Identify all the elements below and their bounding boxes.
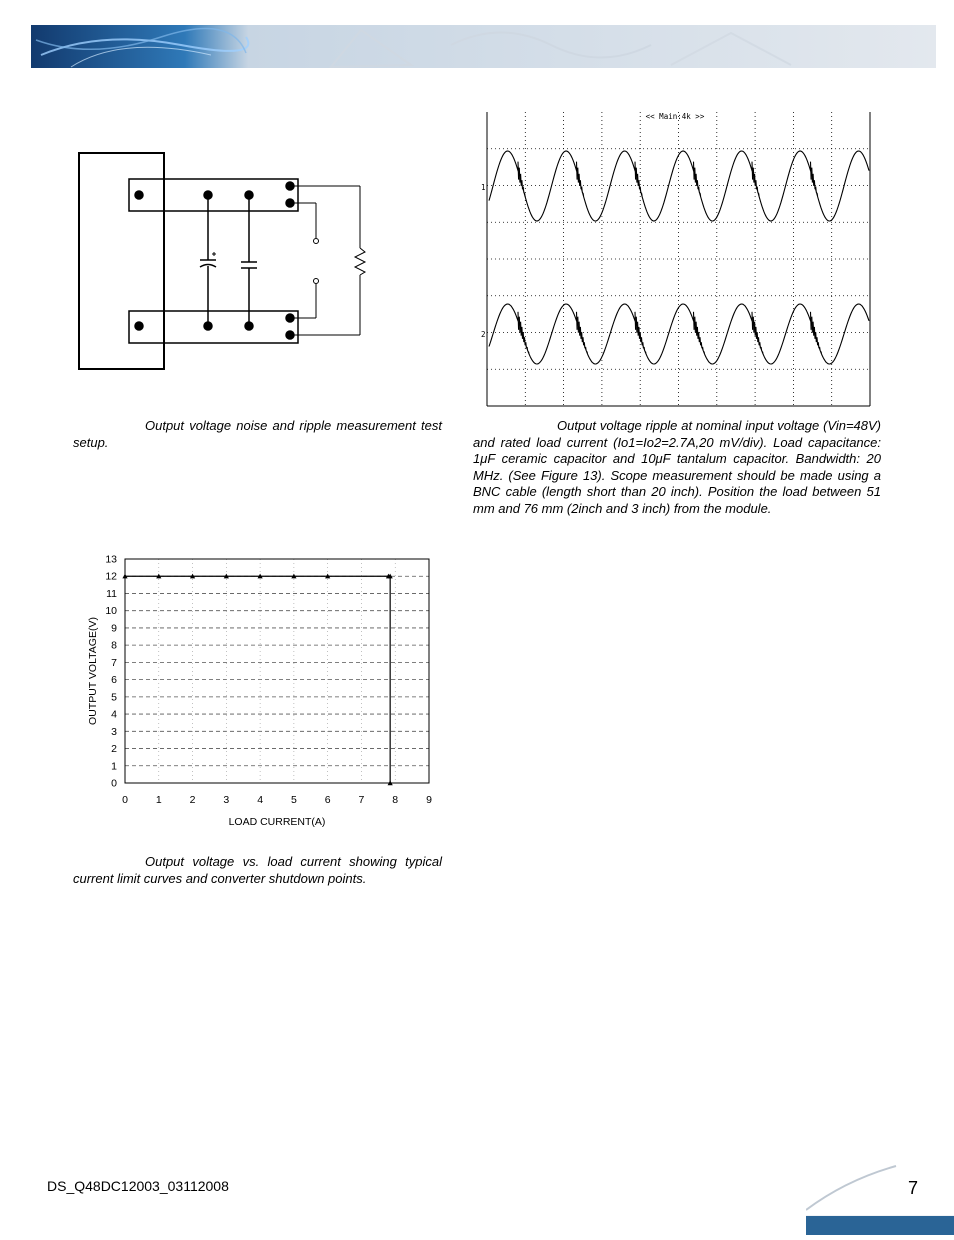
- x-tick-label: 6: [324, 794, 331, 806]
- y-tick-label: 3: [111, 725, 117, 738]
- scope-ch1-marker: 1: [481, 183, 486, 192]
- y-tick-label: 11: [106, 587, 117, 600]
- x-tick-label: 8: [392, 794, 399, 806]
- y-tick-label: 10: [105, 605, 117, 618]
- x-tick-label: 4: [257, 794, 264, 806]
- x-axis-label: LOAD CURRENT(A): [228, 816, 326, 828]
- y-tick-label: 2: [111, 743, 117, 756]
- x-tick-label: 7: [358, 794, 365, 806]
- header-banner: [31, 25, 936, 68]
- scope-capture: [480, 112, 872, 408]
- scope-trace-1: [489, 151, 869, 221]
- y-tick-label: 0: [111, 777, 117, 790]
- vi-caption: Output voltage vs. load current showing typical current limit curves and converter shutdown points.: [73, 854, 442, 886]
- y-tick-label: 5: [111, 691, 117, 704]
- document-id: DS_Q48DC12003_03112008: [47, 1178, 229, 1194]
- vi-chart: [80, 548, 450, 838]
- footer-graphic: [806, 1150, 954, 1235]
- scope-header: << Main:4k >>: [645, 112, 705, 121]
- y-tick-label: 13: [105, 553, 117, 566]
- ripple-caption: Output voltage ripple at nominal input voltage (Vin=48V) and rated load current (Io1=Io2=2.7A,20 mV/div). Load capacitance: 1μF ceramic capacitor and 10μF tantalum capacitor. Bandwidth: 20 MHz. (See Figure 13). Scope measurement should be made using a BNC cable (length short than 20 inch). Position the load between 51 mm and 76 mm (2inch and 3 inch) from the module.: [473, 418, 881, 516]
- test-setup-diagram: [60, 140, 380, 385]
- x-tick-label: 2: [189, 794, 196, 806]
- x-tick-label: 3: [223, 794, 230, 806]
- y-tick-label: 6: [111, 674, 117, 687]
- y-tick-label: 8: [111, 639, 117, 652]
- test-setup-caption: Output voltage noise and ripple measurement test setup.: [73, 418, 442, 450]
- y-tick-label: 1: [111, 760, 117, 773]
- scope-trace-2: [489, 304, 869, 364]
- x-tick-label: 5: [290, 794, 297, 806]
- x-tick-label: 0: [122, 794, 128, 806]
- y-tick-label: 9: [111, 622, 117, 635]
- plot-frame: [125, 559, 429, 783]
- x-tick-label: 1: [155, 794, 162, 806]
- scope-ch2-marker: 2: [481, 330, 486, 339]
- x-tick-label: 9: [426, 794, 432, 806]
- y-tick-label: 12: [105, 570, 117, 583]
- y-tick-label: 4: [111, 708, 117, 721]
- y-axis-label: OUTPUT VOLTAGE(V): [87, 617, 99, 725]
- y-tick-label: 7: [111, 656, 117, 669]
- page-number: 7: [908, 1178, 919, 1198]
